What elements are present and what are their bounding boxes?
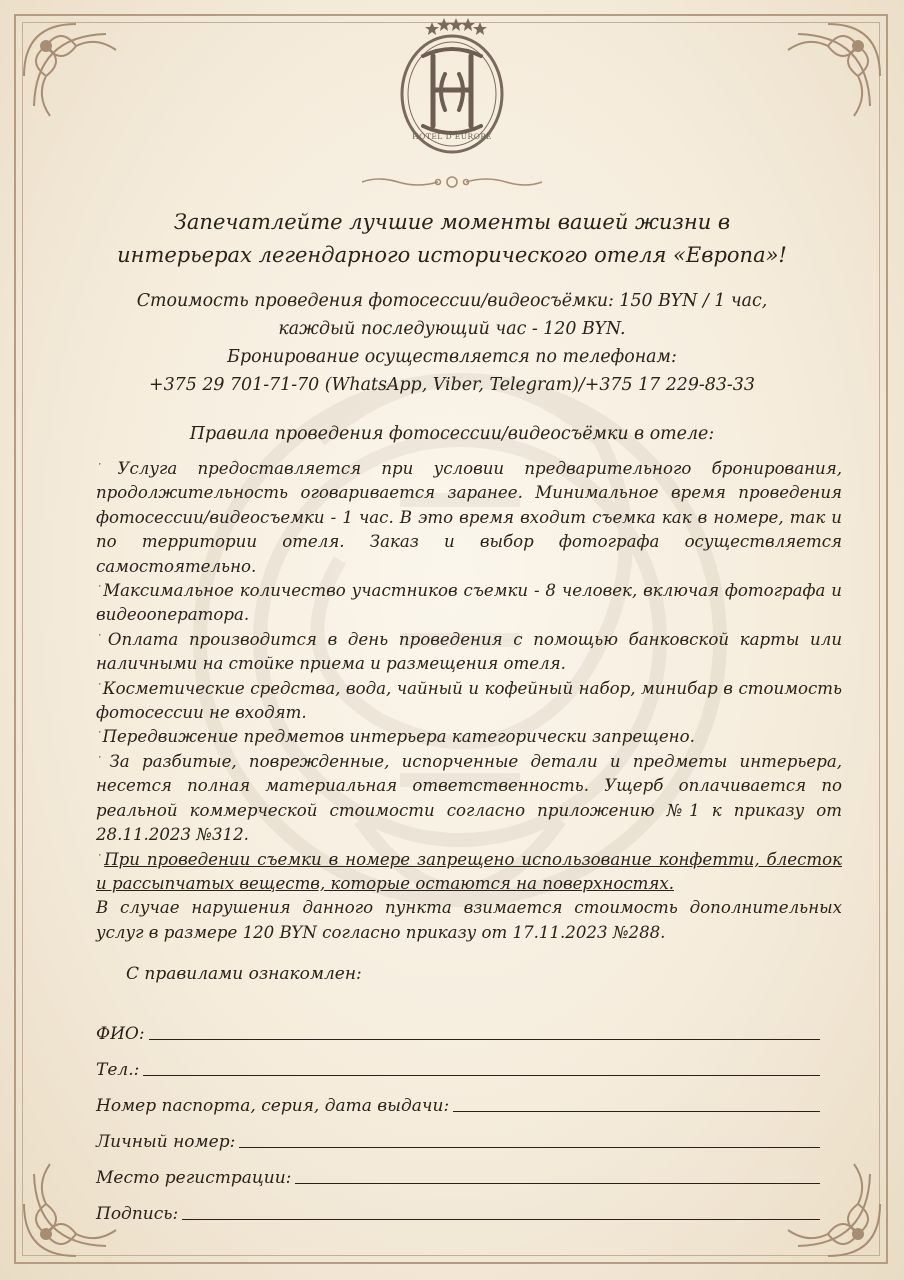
bullet-dot-icon: ˙ (96, 754, 109, 768)
form-row-phone (96, 1044, 820, 1080)
hotel-logo-emblem (393, 14, 511, 164)
rule-item-confetti: ˙При проведении съемки в номере запрещено использование конфетти, блесток и рассыпчатых веществ, которые остаются на поверхностях. (96, 849, 842, 893)
rule-item: ˙Услуга предоставляется при условии предварительного бронирования, продолжительность оговаривается заранее. Минимальное время проведения фотосессии/видеосъемки - 1 час. В это время входит съемка как в номере, так и по территории отеля. Заказ и выбор фотографа осуществляется самостоятельно. (96, 459, 842, 576)
booking-line: Бронирование осуществляется по телефонам: (227, 347, 677, 367)
bullet-dot-icon: ˙ (96, 730, 102, 744)
form-row-signature (96, 1188, 820, 1224)
registration-label: Место регистрации: (96, 1168, 292, 1188)
page-title (60, 206, 844, 272)
form-row-passport (96, 1080, 820, 1116)
ornamental-divider (358, 174, 546, 190)
personal-number-label: Личный номер: (96, 1132, 236, 1152)
phone-field[interactable] (143, 1057, 820, 1076)
penalty-note: В случае нарушения данного пункта взимается стоимость дополнительных услуг в размере 120 BYN согласно приказу от 17.11.2023 №288. (96, 898, 842, 942)
rule-item: ˙Максимальное количество участников съемки - 8 человек, включая фотографа и видеооператора. (96, 581, 842, 625)
rules-list (96, 457, 842, 945)
title-line-1: Запечатлейте лучшие моменты вашей жизни в (173, 210, 731, 234)
personal-number-field[interactable] (239, 1129, 820, 1148)
bullet-dot-icon: ˙ (96, 632, 107, 646)
bullet-dot-icon: ˙ (96, 462, 117, 475)
form-row-fio (96, 1008, 820, 1044)
price-info (60, 287, 844, 399)
price-line-2: каждый последующий час - 120 BYN. (278, 319, 626, 339)
corner-ornament-top-left (16, 16, 136, 136)
passport-label: Номер паспорта, серия, дата выдачи: (96, 1096, 450, 1116)
corner-ornament-top-right (768, 16, 888, 136)
rule-item: ˙За разбитые, поврежденные, испорченные детали и предметы интерьера, несется полная материальная ответственность. Ущерб оплачивается по реальной коммерческой стоимости согласно приложению №1 к приказу от 28.11.2023 №312. (96, 751, 842, 845)
rule-item: ˙Передвижение предметов интерьера категорически запрещено. (96, 727, 695, 747)
signature-form (96, 1008, 820, 1224)
signature-label: Подпись: (96, 1204, 179, 1224)
passport-field[interactable] (453, 1093, 820, 1112)
phone-label: Тел.: (96, 1060, 140, 1080)
form-row-registration (96, 1152, 820, 1188)
title-line-2: интерьерах легендарного исторического отеля «Европа»! (117, 243, 787, 267)
rule-item: ˙Оплата производится в день проведения с помощью банковской карты или наличными на стойке приема и размещения отеля. (96, 629, 842, 674)
rule-item: ˙Косметические средства, вода, чайный и кофейный набор, минибар в стоимость фотосессии не входят. (96, 678, 843, 723)
form-row-personal-number (96, 1116, 820, 1152)
fio-label: ФИО: (96, 1024, 145, 1044)
hotel-logo-text: HOTEL D'EUROPE (412, 132, 492, 141)
signature-field[interactable] (182, 1201, 820, 1220)
price-line-1: Стоимость проведения фотосессии/видеосъёмки: 150 BYN / 1 час, (136, 291, 768, 311)
phone-numbers: +375 29 701-71-70 (WhatsApp, Viber, Telegram)/+375 17 229-83-33 (149, 375, 755, 395)
rules-heading: Правила проведения фотосессии/видеосъёмки в отеле: (189, 424, 715, 444)
acknowledgement-label: С правилами ознакомлен: (126, 964, 362, 984)
bullet-dot-icon: ˙ (96, 852, 104, 866)
bullet-dot-icon: ˙ (96, 584, 103, 598)
registration-field[interactable] (295, 1165, 820, 1184)
bullet-dot-icon: ˙ (96, 681, 102, 695)
fio-field[interactable] (149, 1021, 820, 1040)
